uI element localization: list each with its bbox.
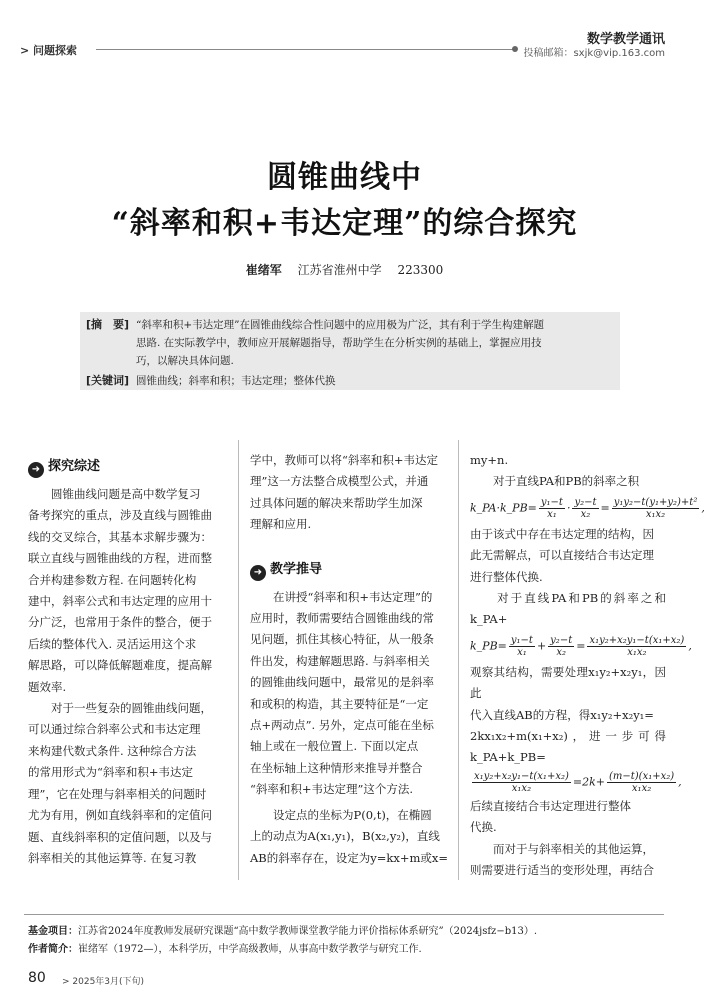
footnote-rule [24,914,664,915]
paragraph-overview-2: 对于一些复杂的圆锥曲线问题， 可以通过综合斜率公式和韦达定理 来构建代数式条件. 这种综合方法 的常用形式为“斜率和积+韦达定 理”，它在处理与斜率相关的问题时 尤为有用，例如直线斜率和的定值问 题、直线斜率积的定值问题，以及与 斜率相关的其他运算等. 在复习教 [28,701,212,865]
page-number: 80 [28,970,46,986]
column-divider [458,440,459,880]
abstract [86,316,616,390]
abstract-line: “斜率和积+韦达定理”在圆锥曲线综合性问题中的应用极为广泛，其有利于学生构建解题 [136,319,545,331]
text-line: 对于直线PA和PB的斜率之积 [470,474,640,489]
journal-name: 数学教学通讯 [586,32,665,47]
paragraph-overview-1: 圆锥曲线问题是高中数学复习 备考探究的重点，涉及直线与圆锥曲 线的交叉综合，其基本求解步骤为： 联立直线与圆锥曲线的方程，进而整 合并构建参数方程. 在问题转化构 建中，斜率公式和韦达定理的应用十 分广泛，也常用于条件的整合，便于 后续的整体代入. 灵活运用这个求 解思路，可以降低解题难度，提高解 题效率. [28,487,212,694]
paragraph-product: 由于该式中存在韦达定理的结构，因 此无需解点，可以直接结合韦达定理 进行整体代换. [470,526,654,584]
author-postcode: 223300 [397,263,444,277]
author-line [0,261,689,278]
article-title-line-2: “斜率和积+韦达定理”的综合探究 [111,206,578,241]
equation-sum-result: $\frac{\text{x₁y₂+x₂y₁−t(x₁+x₂)}}{\text{x₁x₂}}$ =2k+ $\frac{\text{(m−t)(x₁+x₂)}}{\text{x₁x₂}}$ , [474,770,682,794]
fund-note: 基金项目：江苏省2024年度教师发展研究课题“高中数学教师课堂教学能力评价指标体系研究”（2024jsfz−b13）. [28,926,538,937]
keywords-label: [关键词] [86,374,130,387]
paragraph-other-operations: 而对于与斜率相关的其他运算， 则需要进行适当的变形处理，再结合 [470,841,654,878]
issue-date: > 2025年3月(下旬) [62,977,145,987]
section-arrow-icon: ➜ [250,565,266,581]
text-line: 对于直线PA和PB的斜率之和k_PA+ [470,591,666,627]
paragraph-continued: 学中，教师可以将“斜率和积+韦达定 理”这一方法整合成模型公式，并通 过具体问题的解决来帮助学生加深 理解和应用. [250,453,439,532]
section-heading-overview: ➜ 探究综述 [28,455,228,478]
equation-slope-product: k_PA·k_PB= $\frac{\text{y₁−t}}{\text{x₁}}$ · $\frac{\text{y₂−t}}{\text{x₂}}$ = $\frac{\text{y₁y₂−t(y₁+y₂)+t²}}{\text{x₁x₂}}$ , [470,496,705,520]
paragraph-derivation-1: 在讲授“斜率和积+韦达定理”的 应用时，教师需要结合圆锥曲线的常 见问题，抓住其核心特征，从一般条 件出发，构建解题思路. 与斜率相关 的圆锥曲线问题中，最常见的是斜率 和或积的构造，其主要特征是“一定 点+两动点”. 另外，定点可能在坐标 轴上或在一般位置上. 下面以定点 在坐标轴上这种情形来推导并整合 “斜率和积+韦达定理”这个方法. [250,589,434,797]
paragraph-derivation-2: 设定点的坐标为P(0,t)，在椭圆 上的动点为A(x₁,y₁)，B(x₂,y₂)，直线 AB的斜率存在，设定为y=kx+m或x= [250,807,449,865]
text-line: my+n. [470,453,509,467]
paragraph-sum: 观察其结构，需要处理x₁y₂+x₂y₁，因此 代入直线AB的方程，得x₁y₂+x₂y₁= 2kx₁x₂+m(x₁+x₂)，进一步可得k_PA+k_PB= [470,664,666,765]
abstract-label: [摘 要] [86,318,130,331]
section-tag: > 问题探索 [20,44,78,57]
column-3 [470,450,705,882]
keywords: 圆锥曲线；斜率和积；韦达定理；整体代换 [136,375,336,387]
article-title-line-1: 圆锥曲线中 [267,160,422,195]
equation-slope-sum: k_PB= $\frac{\text{y₁−t}}{\text{x₁}}$ + $\frac{\text{y₂−t}}{\text{x₂}}$ = $\frac{\text{x₁y₂+x₂y₁−t(x₁+x₂)}}{\text{x₁x₂}}$ , [470,634,692,658]
section-heading-derivation: ➜ 教学推导 [250,558,450,581]
column-2 [250,450,450,869]
submission-email: 投稿邮箱：sxjk@vip.163.com [523,48,665,59]
paragraph-substitution: 后续直接结合韦达定理进行整体 代换. [470,798,631,835]
author-affiliation: 江苏省淮州中学 [297,263,382,277]
abstract-line: 思路. 在实际教学中，教师应开展解题指导，帮助学生在分析实例的基础上，掌握应用技 [136,337,542,349]
column-divider [238,440,239,880]
author-bio: 作者简介：崔绪军（1972—），本科学历，中学高级教师，从事高中数学教学与研究工作. [28,944,422,955]
column-1 [28,455,228,869]
abstract-line: 巧，以解决具体问题. [136,355,234,367]
author-name: 崔绪军 [245,263,282,277]
section-arrow-icon: ➜ [28,462,44,478]
header-rule-dot [512,46,518,52]
header-rule [96,49,514,50]
